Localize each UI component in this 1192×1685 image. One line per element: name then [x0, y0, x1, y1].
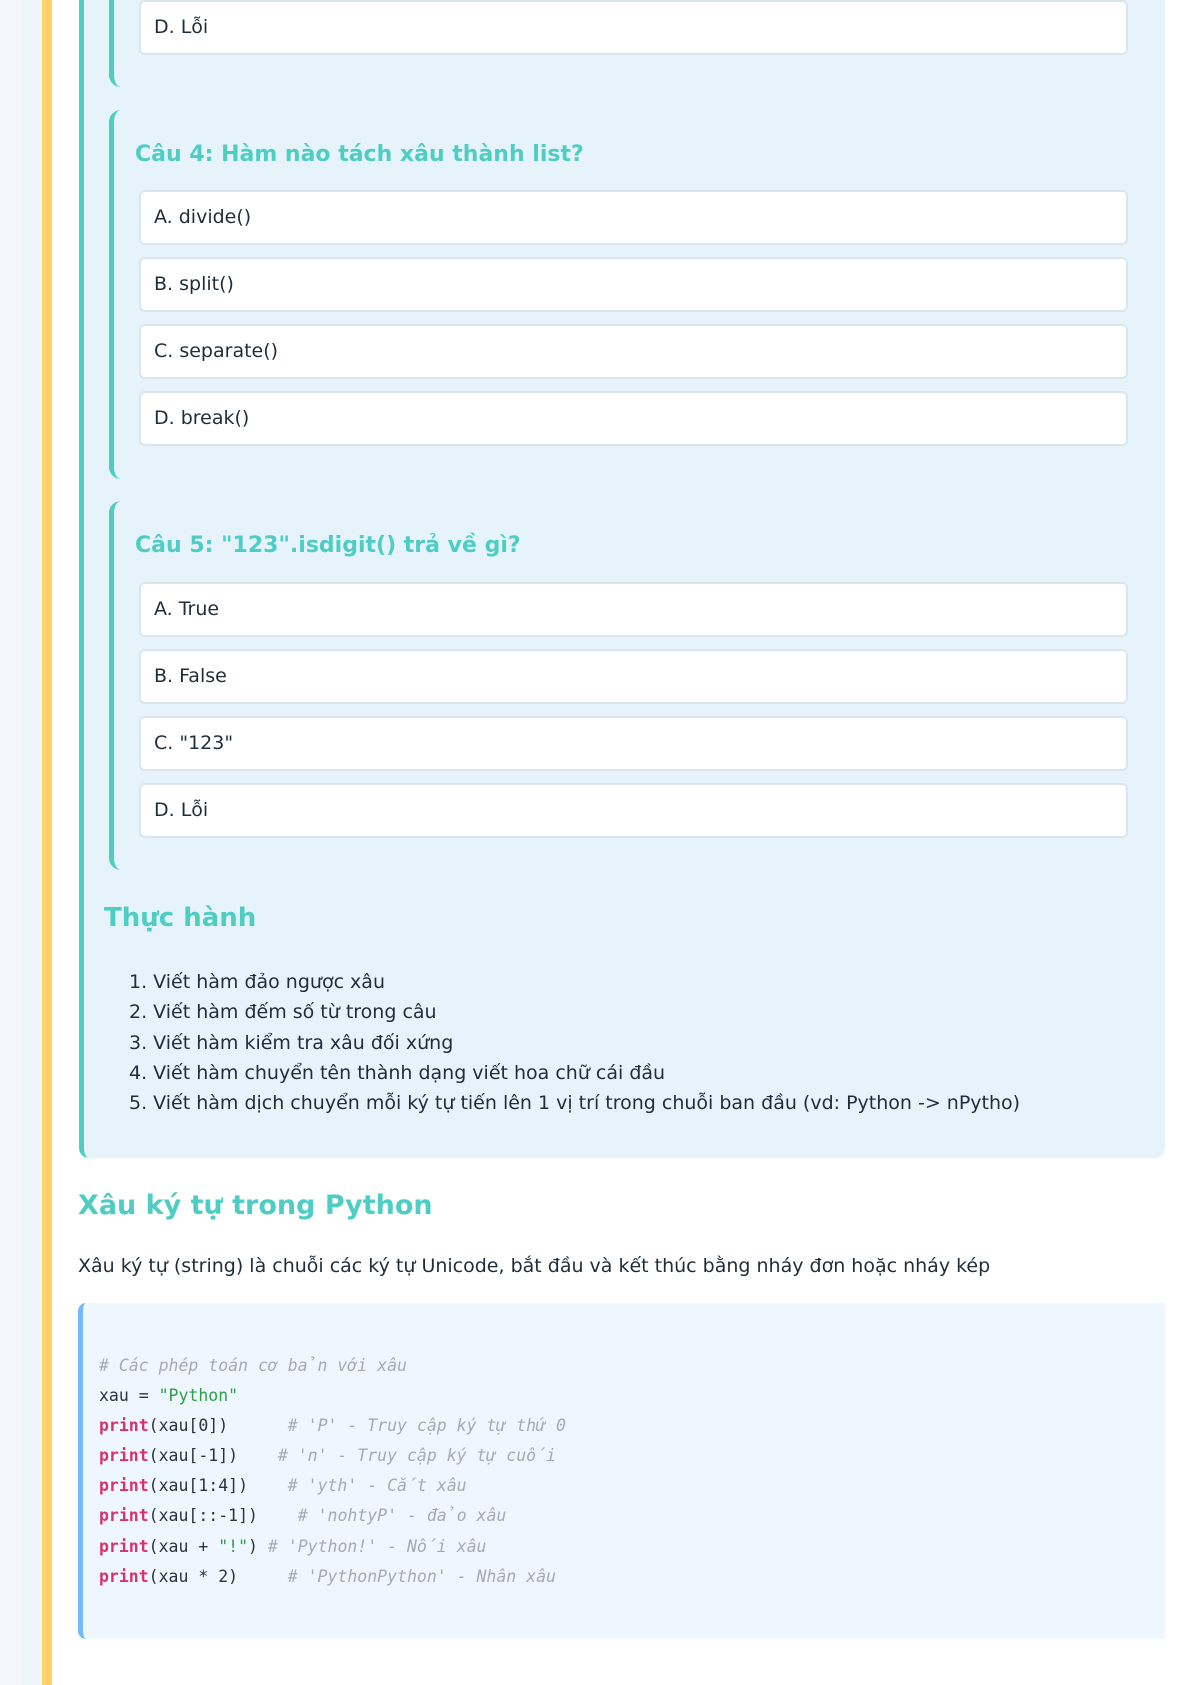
- practice-list: [129, 967, 1020, 1118]
- code-args: (xau * 2): [148, 1566, 239, 1586]
- practice-item: 1. Viết hàm đảo ngược xâu: [129, 971, 385, 993]
- code-comment: # 'n' - Truy cập ký tự cuối: [277, 1446, 556, 1466]
- code-comment: # 'P' - Truy cập ký tự thứ 0: [287, 1416, 566, 1436]
- code-args: (xau[::-1]): [148, 1506, 258, 1526]
- code-keyword: print: [99, 1476, 149, 1496]
- code-comment: # 'yth' - Cắt xâu: [287, 1476, 467, 1496]
- code-comment: # 'nohtyP' - đảo xâu: [297, 1506, 507, 1526]
- q3-option-d[interactable]: D. Lỗi: [139, 0, 1128, 55]
- q4-option-c[interactable]: C. separate(): [139, 324, 1128, 379]
- q5-option-c[interactable]: C. "123": [139, 716, 1128, 771]
- code-keyword: print: [99, 1566, 149, 1586]
- q4-option-d[interactable]: D. break(): [139, 391, 1128, 446]
- lesson-page: [52, 0, 1192, 1685]
- q5-title: Câu 5: "123".isdigit() trả về gì?: [135, 533, 521, 558]
- practice-item: 4. Viết hàm chuyển tên thành dạng viết hoa chữ cái đầu: [129, 1061, 666, 1084]
- code-args: (xau[1:4]): [148, 1476, 249, 1496]
- code-line: [99, 1562, 566, 1592]
- code-line: [99, 1441, 566, 1471]
- code-keyword: print: [99, 1416, 149, 1436]
- code-comment: # Các phép toán cơ bản với xâu: [99, 1356, 407, 1375]
- code-string: "!": [218, 1536, 249, 1556]
- code-keyword: print: [99, 1446, 149, 1466]
- code-line: [99, 1501, 566, 1531]
- accent-bar: [42, 0, 52, 1685]
- code-block: [78, 1303, 1165, 1639]
- code-pad: [258, 1537, 268, 1556]
- code-comment: # 'PythonPython' - Nhân xâu: [287, 1566, 556, 1586]
- code-comment: # 'Python!' - Nối xâu: [267, 1536, 487, 1556]
- code-assign-line: [99, 1381, 566, 1411]
- code-args: (xau[0]): [148, 1416, 229, 1436]
- q5-option-b[interactable]: B. False: [139, 649, 1128, 704]
- code-line: [99, 1532, 566, 1562]
- code-pad: [258, 1506, 298, 1525]
- q4-title: Câu 4: Hàm nào tách xâu thành list?: [135, 142, 584, 167]
- code-string: "Python": [158, 1386, 239, 1406]
- q4-option-b[interactable]: B. split(): [139, 257, 1128, 312]
- section-heading: Xâu ký tự trong Python: [78, 1190, 433, 1221]
- code-pad: [248, 1476, 288, 1495]
- quiz-panel: [79, 0, 1165, 1158]
- code-line: [99, 1411, 566, 1441]
- practice-item: 3. Viết hàm kiểm tra xâu đối xứng: [129, 1031, 454, 1054]
- code-pad: [238, 1446, 278, 1465]
- code-var: xau =: [99, 1386, 159, 1406]
- code-pad: [238, 1567, 288, 1586]
- code-pad: [228, 1416, 288, 1435]
- section-intro: Xâu ký tự (string) là chuỗi các ký tự Unicode, bắt đầu và kết thúc bằng nháy đơn hoặc nháy kép: [78, 1255, 991, 1277]
- practice-item: 5. Viết hàm dịch chuyển mỗi ký tự tiến lên 1 vị trí trong chuỗi ban đầu (vd: Python -> nPytho): [129, 1092, 1021, 1115]
- code-args-end: ): [248, 1536, 258, 1556]
- question-4: [109, 110, 1137, 479]
- left-rail: [0, 0, 22, 1685]
- code-comment-line: [99, 1351, 566, 1381]
- code-keyword: print: [99, 1536, 149, 1556]
- practice-heading: Thực hành: [104, 903, 257, 933]
- code-keyword: print: [99, 1506, 149, 1526]
- code-lines: [99, 1351, 566, 1592]
- code-args: (xau[-1]): [148, 1446, 239, 1466]
- q4-option-a[interactable]: A. divide(): [139, 190, 1128, 245]
- question-3: [109, 0, 1137, 87]
- q5-option-d[interactable]: D. Lỗi: [139, 783, 1128, 838]
- code-line: [99, 1471, 566, 1501]
- practice-item: 2. Viết hàm đếm số từ trong câu: [129, 1001, 437, 1024]
- code-args: (xau +: [148, 1536, 219, 1556]
- question-5: [109, 501, 1137, 870]
- q5-option-a[interactable]: A. True: [139, 582, 1128, 637]
